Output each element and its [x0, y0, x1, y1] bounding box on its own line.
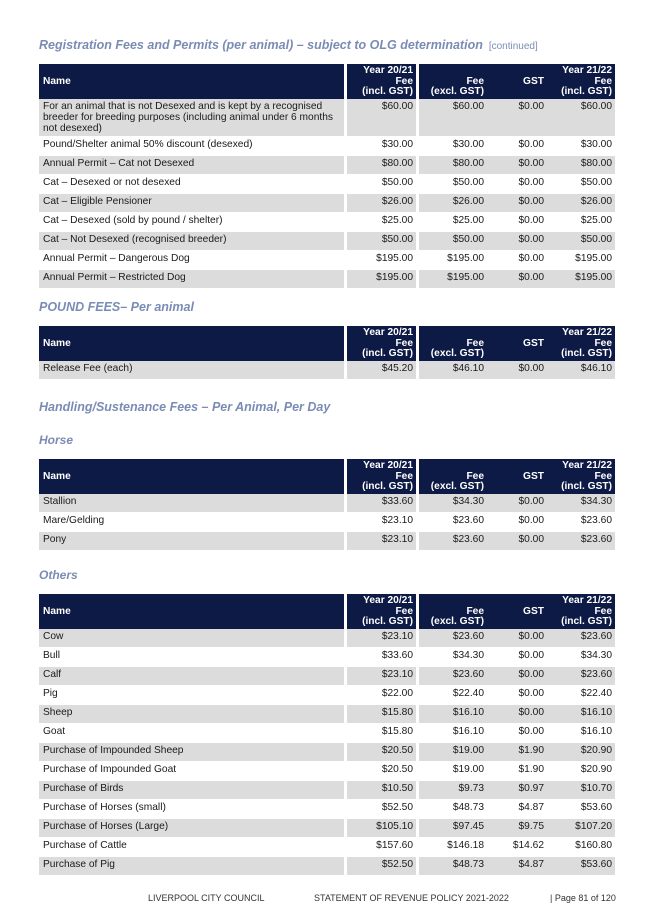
col-header-gst: GST — [487, 339, 547, 350]
table-row — [39, 175, 615, 194]
fee-incl-gst: $80.00 — [547, 156, 615, 175]
registration-fees-table — [39, 64, 615, 289]
col-header-name: Name — [39, 64, 344, 99]
fee-prev-incl-gst: $23.10 — [344, 513, 416, 532]
fee-excl-gst: $16.10 — [416, 705, 487, 724]
row-name: Sheep — [39, 705, 344, 724]
row-name: Release Fee (each) — [39, 361, 344, 380]
gst-amount: $0.00 — [487, 648, 547, 667]
fee-prev-incl-gst: $80.00 — [344, 156, 416, 175]
fee-excl-gst: $23.60 — [416, 629, 487, 648]
gst-amount: $0.00 — [487, 686, 547, 705]
pound-fees-table — [39, 326, 615, 380]
fee-excl-gst: $23.60 — [416, 513, 487, 532]
fee-excl-gst: $26.00 — [416, 194, 487, 213]
fee-excl-gst: $19.00 — [416, 762, 487, 781]
col-header-fee: Fee — [547, 472, 615, 483]
fee-incl-gst: $195.00 — [547, 270, 615, 289]
row-name: Stallion — [39, 494, 344, 513]
fee-prev-incl-gst: $30.00 — [344, 137, 416, 156]
fee-prev-incl-gst: $33.60 — [344, 648, 416, 667]
col-header-year-next: Year 21/22 — [547, 326, 615, 339]
table-row — [39, 705, 615, 724]
table-row — [39, 667, 615, 686]
fee-excl-gst: $23.60 — [416, 532, 487, 551]
col-header-fee: Fee — [416, 77, 487, 88]
continued-note: [continued] — [488, 41, 538, 52]
row-name: Goat — [39, 724, 344, 743]
col-header-fee: Fee — [547, 339, 615, 350]
fee-excl-gst: $25.00 — [416, 213, 487, 232]
col-header-fee: Fee — [416, 339, 487, 350]
fee-incl-gst: $10.70 — [547, 781, 615, 800]
fee-excl-gst: $22.40 — [416, 686, 487, 705]
row-name: Purchase of Impounded Goat — [39, 762, 344, 781]
col-header-incl-gst: (incl. GST) — [547, 87, 615, 99]
gst-amount: $0.00 — [487, 213, 547, 232]
table-row — [39, 686, 615, 705]
fee-prev-incl-gst: $195.00 — [344, 251, 416, 270]
fee-incl-gst: $25.00 — [547, 213, 615, 232]
gst-amount: $4.87 — [487, 857, 547, 876]
table-row — [39, 232, 615, 251]
fee-excl-gst: $50.00 — [416, 175, 487, 194]
fee-incl-gst: $20.90 — [547, 762, 615, 781]
row-name: Cat – Desexed or not desexed — [39, 175, 344, 194]
col-header-incl-gst: (incl. GST) — [547, 482, 615, 494]
row-name: Pound/Shelter animal 50% discount (desexed) — [39, 137, 344, 156]
gst-amount: $0.97 — [487, 781, 547, 800]
gst-amount: $0.00 — [487, 724, 547, 743]
fee-incl-gst: $195.00 — [547, 251, 615, 270]
fee-excl-gst: $48.73 — [416, 800, 487, 819]
gst-amount: $0.00 — [487, 137, 547, 156]
fee-prev-incl-gst: $26.00 — [344, 194, 416, 213]
col-header-year-prev: Year 20/21 — [344, 326, 416, 339]
gst-amount: $0.00 — [487, 251, 547, 270]
fee-incl-gst: $23.60 — [547, 513, 615, 532]
table-row — [39, 629, 615, 648]
col-header-incl-gst: (incl. GST) — [547, 349, 615, 361]
fee-incl-gst: $34.30 — [547, 494, 615, 513]
section-title-pound-fees: POUND FEES– Per animal — [39, 300, 194, 314]
row-name: Mare/Gelding — [39, 513, 344, 532]
fee-excl-gst: $23.60 — [416, 667, 487, 686]
fee-incl-gst: $34.30 — [547, 648, 615, 667]
gst-amount: $4.87 — [487, 800, 547, 819]
fee-incl-gst: $23.60 — [547, 532, 615, 551]
fee-prev-incl-gst: $20.50 — [344, 762, 416, 781]
row-name: Cat – Not Desexed (recognised breeder) — [39, 232, 344, 251]
row-name: Purchase of Pig — [39, 857, 344, 876]
table-row — [39, 251, 615, 270]
section-title-registration: Registration Fees and Permits (per animal) – subject to OLG determination [continued] — [39, 38, 538, 52]
fee-incl-gst: $50.00 — [547, 175, 615, 194]
col-header-name: Name — [39, 594, 344, 629]
row-name: Cat – Eligible Pensioner — [39, 194, 344, 213]
fee-prev-incl-gst: $52.50 — [344, 800, 416, 819]
gst-amount: $0.00 — [487, 361, 547, 380]
table-row — [39, 270, 615, 289]
fee-excl-gst: $146.18 — [416, 838, 487, 857]
gst-amount: $0.00 — [487, 667, 547, 686]
col-header-gst: GST — [487, 472, 547, 483]
fee-incl-gst: $107.20 — [547, 819, 615, 838]
subsection-title-others: Others — [39, 568, 78, 582]
gst-amount: $0.00 — [487, 194, 547, 213]
table-row — [39, 213, 615, 232]
subsection-title-horse: Horse — [39, 433, 74, 447]
fee-excl-gst: $48.73 — [416, 857, 487, 876]
row-name: Purchase of Impounded Sheep — [39, 743, 344, 762]
row-name: Calf — [39, 667, 344, 686]
others-fees-table — [39, 594, 615, 876]
table-row — [39, 800, 615, 819]
gst-amount: $14.62 — [487, 838, 547, 857]
fee-incl-gst: $26.00 — [547, 194, 615, 213]
fee-prev-incl-gst: $23.10 — [344, 667, 416, 686]
fee-excl-gst: $195.00 — [416, 270, 487, 289]
section-title-handling: Handling/Sustenance Fees – Per Animal, Per Day — [39, 400, 331, 414]
row-name: Pig — [39, 686, 344, 705]
row-name: Purchase of Horses (small) — [39, 800, 344, 819]
col-header-fee: Fee — [547, 77, 615, 88]
fee-prev-incl-gst: $45.20 — [344, 361, 416, 380]
gst-amount: $0.00 — [487, 629, 547, 648]
table-row — [39, 156, 615, 175]
col-header-year-prev: Year 20/21 — [344, 594, 416, 607]
col-header-incl-gst: (incl. GST) — [344, 617, 416, 629]
horse-fees-table — [39, 459, 615, 551]
fee-incl-gst: $160.80 — [547, 838, 615, 857]
table-row — [39, 857, 615, 876]
col-header-year-next: Year 21/22 — [547, 594, 615, 607]
table-row — [39, 781, 615, 800]
fee-incl-gst: $22.40 — [547, 686, 615, 705]
fee-excl-gst: $19.00 — [416, 743, 487, 762]
table-row — [39, 99, 615, 137]
fee-excl-gst: $46.10 — [416, 361, 487, 380]
gst-amount: $0.00 — [487, 156, 547, 175]
gst-amount: $0.00 — [487, 270, 547, 289]
col-header-excl-gst: (excl. GST) — [416, 87, 487, 99]
fee-excl-gst: $60.00 — [416, 99, 487, 137]
gst-amount: $0.00 — [487, 532, 547, 551]
fee-prev-incl-gst: $20.50 — [344, 743, 416, 762]
row-name: For an animal that is not Desexed and is kept by a recognised breeder for breeding purposes (including animal under 6 months not desexed) — [39, 99, 344, 137]
fee-incl-gst: $23.60 — [547, 667, 615, 686]
fee-incl-gst: $16.10 — [547, 724, 615, 743]
col-header-name: Name — [39, 326, 344, 361]
fee-prev-incl-gst: $195.00 — [344, 270, 416, 289]
fee-incl-gst: $50.00 — [547, 232, 615, 251]
table-row — [39, 762, 615, 781]
fee-excl-gst: $34.30 — [416, 648, 487, 667]
gst-amount: $0.00 — [487, 494, 547, 513]
col-header-fee: Fee — [344, 77, 416, 88]
row-name: Purchase of Birds — [39, 781, 344, 800]
fee-prev-incl-gst: $105.10 — [344, 819, 416, 838]
row-name: Cow — [39, 629, 344, 648]
gst-amount: $0.00 — [487, 513, 547, 532]
fee-incl-gst: $60.00 — [547, 99, 615, 137]
row-name: Annual Permit – Restricted Dog — [39, 270, 344, 289]
row-name: Annual Permit – Dangerous Dog — [39, 251, 344, 270]
fee-prev-incl-gst: $50.00 — [344, 232, 416, 251]
table-row — [39, 838, 615, 857]
fee-prev-incl-gst: $33.60 — [344, 494, 416, 513]
col-header-fee: Fee — [547, 607, 615, 618]
col-header-incl-gst: (incl. GST) — [344, 87, 416, 99]
table-row — [39, 137, 615, 156]
fee-incl-gst: $53.60 — [547, 800, 615, 819]
gst-amount: $0.00 — [487, 705, 547, 724]
gst-amount: $0.00 — [487, 175, 547, 194]
col-header-gst: GST — [487, 607, 547, 618]
table-row — [39, 194, 615, 213]
fee-prev-incl-gst: $10.50 — [344, 781, 416, 800]
col-header-year-next: Year 21/22 — [547, 459, 615, 472]
fee-excl-gst: $9.73 — [416, 781, 487, 800]
fee-excl-gst: $16.10 — [416, 724, 487, 743]
col-header-excl-gst: (excl. GST) — [416, 349, 487, 361]
col-header-excl-gst: (excl. GST) — [416, 482, 487, 494]
fee-prev-incl-gst: $15.80 — [344, 705, 416, 724]
fee-prev-incl-gst: $23.10 — [344, 629, 416, 648]
fee-incl-gst: $53.60 — [547, 857, 615, 876]
row-name: Cat – Desexed (sold by pound / shelter) — [39, 213, 344, 232]
fee-excl-gst: $50.00 — [416, 232, 487, 251]
col-header-name: Name — [39, 459, 344, 494]
gst-amount: $0.00 — [487, 99, 547, 137]
fee-incl-gst: $46.10 — [547, 361, 615, 380]
fee-prev-incl-gst: $15.80 — [344, 724, 416, 743]
fee-prev-incl-gst: $22.00 — [344, 686, 416, 705]
table-row — [39, 743, 615, 762]
fee-excl-gst: $34.30 — [416, 494, 487, 513]
row-name: Purchase of Horses (Large) — [39, 819, 344, 838]
footer-document: STATEMENT OF REVENUE POLICY 2021-2022 — [314, 893, 509, 903]
table-row — [39, 724, 615, 743]
row-name: Annual Permit – Cat not Desexed — [39, 156, 344, 175]
fee-prev-incl-gst: $157.60 — [344, 838, 416, 857]
fee-prev-incl-gst: $60.00 — [344, 99, 416, 137]
col-header-fee: Fee — [344, 339, 416, 350]
table-row — [39, 819, 615, 838]
gst-amount: $0.00 — [487, 232, 547, 251]
col-header-year-prev: Year 20/21 — [344, 64, 416, 77]
row-name: Bull — [39, 648, 344, 667]
fee-prev-incl-gst: $25.00 — [344, 213, 416, 232]
col-header-incl-gst: (incl. GST) — [344, 349, 416, 361]
table-row — [39, 513, 615, 532]
table-row — [39, 494, 615, 513]
col-header-fee: Fee — [416, 607, 487, 618]
fee-prev-incl-gst: $50.00 — [344, 175, 416, 194]
row-name: Purchase of Cattle — [39, 838, 344, 857]
footer-page-number: | Page 81 of 120 — [550, 893, 616, 903]
col-header-excl-gst: (excl. GST) — [416, 617, 487, 629]
fee-incl-gst: $20.90 — [547, 743, 615, 762]
col-header-year-prev: Year 20/21 — [344, 459, 416, 472]
table-row — [39, 532, 615, 551]
col-header-incl-gst: (incl. GST) — [344, 482, 416, 494]
gst-amount: $9.75 — [487, 819, 547, 838]
table-row — [39, 361, 615, 380]
fee-incl-gst: $30.00 — [547, 137, 615, 156]
col-header-incl-gst: (incl. GST) — [547, 617, 615, 629]
col-header-fee: Fee — [344, 472, 416, 483]
fee-excl-gst: $80.00 — [416, 156, 487, 175]
col-header-fee: Fee — [344, 607, 416, 618]
gst-amount: $1.90 — [487, 762, 547, 781]
fee-prev-incl-gst: $52.50 — [344, 857, 416, 876]
fee-excl-gst: $195.00 — [416, 251, 487, 270]
table-row — [39, 648, 615, 667]
col-header-year-next: Year 21/22 — [547, 64, 615, 77]
col-header-gst: GST — [487, 77, 547, 88]
row-name: Pony — [39, 532, 344, 551]
gst-amount: $1.90 — [487, 743, 547, 762]
col-header-fee: Fee — [416, 472, 487, 483]
footer-council: LIVERPOOL CITY COUNCIL — [148, 893, 265, 903]
fee-excl-gst: $30.00 — [416, 137, 487, 156]
fee-prev-incl-gst: $23.10 — [344, 532, 416, 551]
fee-incl-gst: $23.60 — [547, 629, 615, 648]
fee-incl-gst: $16.10 — [547, 705, 615, 724]
fee-excl-gst: $97.45 — [416, 819, 487, 838]
